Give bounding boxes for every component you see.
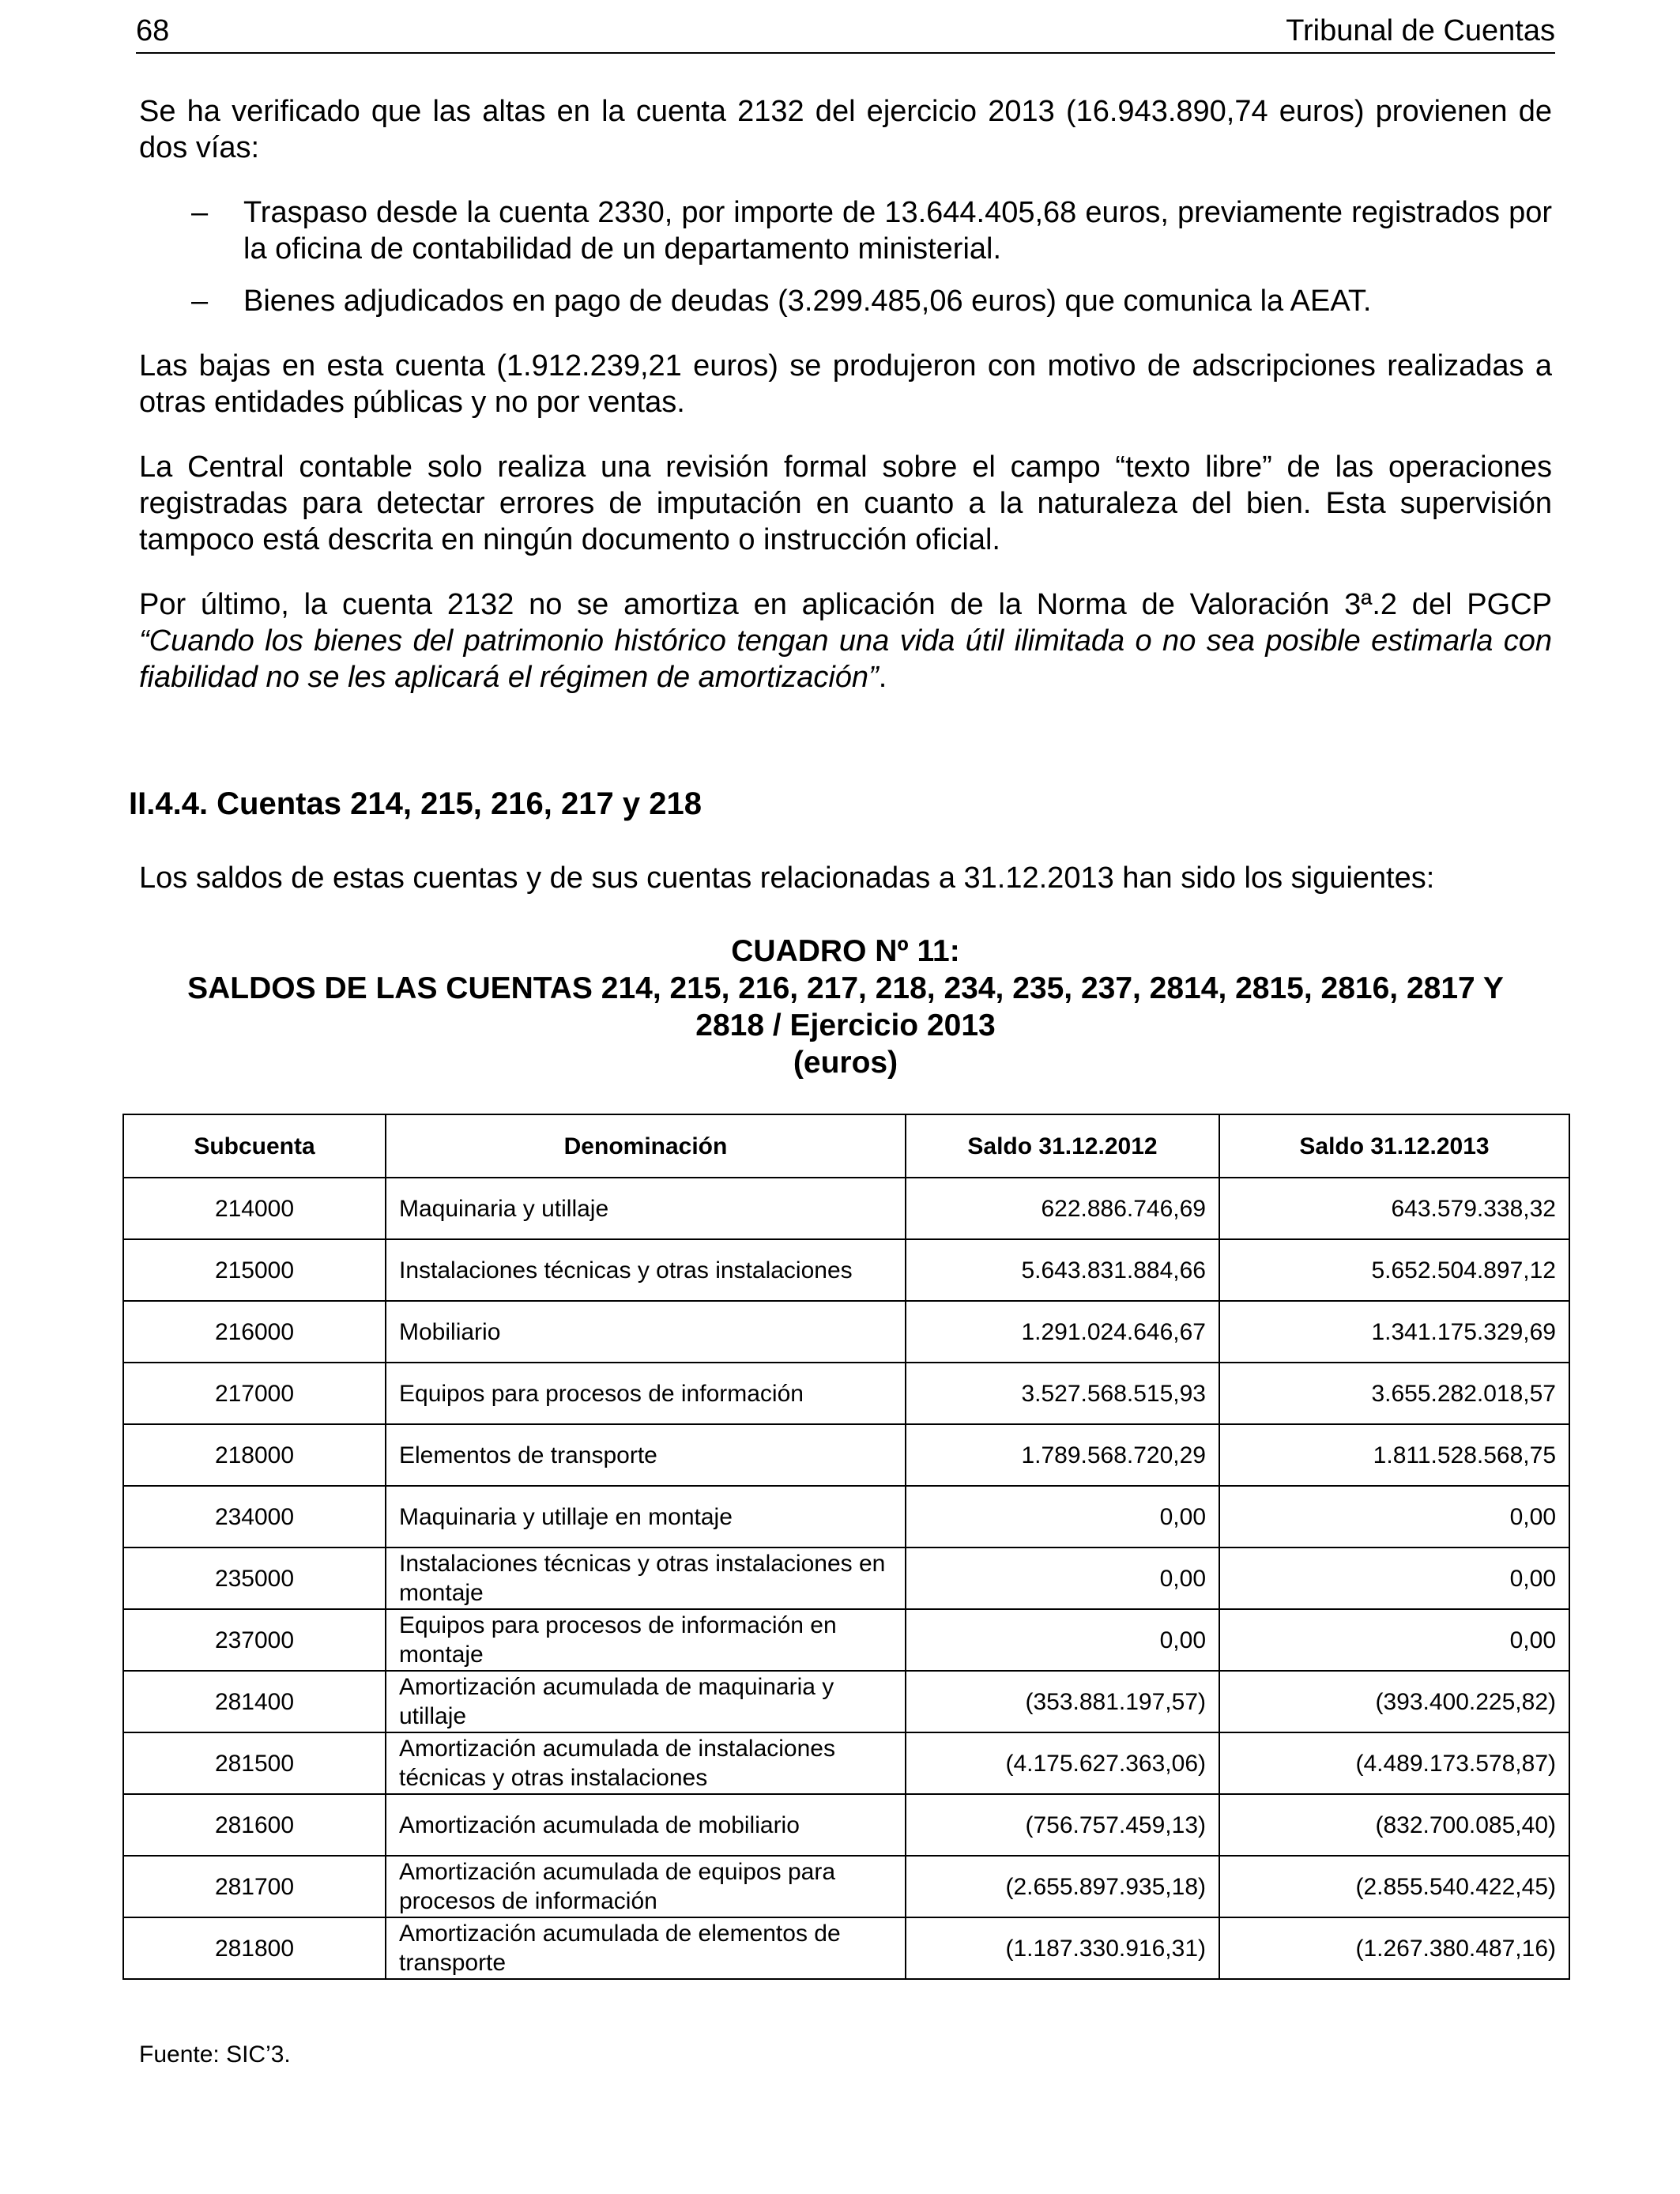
cell-denominacion: Amortización acumulada de elementos de transporte — [386, 1917, 906, 1979]
cell-saldo-2013: (2.855.540.422,45) — [1219, 1856, 1569, 1917]
cell-saldo-2013: 3.655.282.018,57 — [1219, 1363, 1569, 1424]
cell-subcuenta: 216000 — [123, 1301, 386, 1363]
table-row — [123, 1732, 1569, 1794]
cell-saldo-2012: 1.291.024.646,67 — [906, 1301, 1219, 1363]
table-row — [123, 1794, 1569, 1856]
cell-denominacion: Equipos para procesos de información — [386, 1363, 906, 1424]
section-heading: II.4.4. Cuentas 214, 215, 216, 217 y 218 — [129, 786, 702, 821]
cell-subcuenta: 281800 — [123, 1917, 386, 1979]
table-body — [123, 1178, 1569, 1979]
list-item-text: Traspaso desde la cuenta 2330, por importe de 13.644.405,68 euros, previamente registrados por la oficina de contabilidad de un departamento ministerial. — [243, 196, 1552, 266]
table-caption-number: CUADRO Nº 11: — [731, 934, 960, 968]
cell-subcuenta: 281600 — [123, 1794, 386, 1856]
cell-saldo-2012: (4.175.627.363,06) — [906, 1732, 1219, 1794]
cell-denominacion: Amortización acumulada de instalaciones técnicas y otras instalaciones — [386, 1732, 906, 1794]
table-caption-title: SALDOS DE LAS CUENTAS 214, 215, 216, 217, 218, 234, 235, 237, 2814, 2815, 2816, 2817 Y — [187, 971, 1504, 1005]
table-header-row — [123, 1114, 1569, 1178]
cell-denominacion: Maquinaria y utillaje — [386, 1178, 906, 1239]
cell-saldo-2012: 5.643.831.884,66 — [906, 1239, 1219, 1301]
column-header-saldo-2012: Saldo 31.12.2012 — [906, 1114, 1219, 1178]
page-header — [136, 11, 1555, 54]
page-header-organization: Tribunal de Cuentas — [1286, 14, 1555, 47]
cell-saldo-2013: 1.341.175.329,69 — [1219, 1301, 1569, 1363]
cell-saldo-2013: 1.811.528.568,75 — [1219, 1424, 1569, 1486]
cell-saldo-2012: 3.527.568.515,93 — [906, 1363, 1219, 1424]
section-intro: Los saldos de estas cuentas y de sus cuentas relacionadas a 31.12.2013 han sido los siguientes: — [139, 861, 1435, 895]
cell-subcuenta: 214000 — [123, 1178, 386, 1239]
cell-saldo-2013: 643.579.338,32 — [1219, 1178, 1569, 1239]
cell-saldo-2012: 0,00 — [906, 1486, 1219, 1547]
table-row — [123, 1486, 1569, 1547]
table-row — [123, 1239, 1569, 1301]
cell-subcuenta: 281400 — [123, 1671, 386, 1732]
body-text — [139, 93, 1552, 696]
table-row — [123, 1609, 1569, 1671]
cell-saldo-2012: (756.757.459,13) — [906, 1794, 1219, 1856]
cell-denominacion: Amortización acumulada de mobiliario — [386, 1794, 906, 1856]
cell-subcuenta: 217000 — [123, 1363, 386, 1424]
quotation-norma-valoracion: “Cuando los bienes del patrimonio histórico tengan una vida útil ilimitada o no sea posible estimarla con fiabilidad no se les aplicará el régimen de amortización” — [139, 624, 1552, 694]
source-note: Fuente: SIC’3. — [139, 2041, 291, 2068]
cell-subcuenta: 235000 — [123, 1547, 386, 1609]
table-row — [123, 1178, 1569, 1239]
paragraph-amortizacion — [139, 586, 1552, 696]
table-row — [123, 1917, 1569, 1979]
cell-denominacion: Amortización acumulada de maquinaria y utillaje — [386, 1671, 906, 1732]
cell-subcuenta: 237000 — [123, 1609, 386, 1671]
cell-saldo-2012: (2.655.897.935,18) — [906, 1856, 1219, 1917]
cell-subcuenta: 218000 — [123, 1424, 386, 1486]
paragraph-altas: Se ha verificado que las altas en la cuenta 2132 del ejercicio 2013 (16.943.890,74 euros) provienen de dos vías: — [139, 95, 1552, 164]
cell-denominacion: Instalaciones técnicas y otras instalaciones en montaje — [386, 1547, 906, 1609]
balances-table — [122, 1114, 1570, 1980]
cell-saldo-2013: (4.489.173.578,87) — [1219, 1732, 1569, 1794]
cell-denominacion: Maquinaria y utillaje en montaje — [386, 1486, 906, 1547]
paragraph-bajas: Las bajas en esta cuenta (1.912.239,21 euros) se produjeron con motivo de adscripciones realizadas a otras entidades públicas y no por ventas. — [139, 349, 1552, 419]
cell-saldo-2013: 0,00 — [1219, 1609, 1569, 1671]
dash-bullet: – — [191, 285, 209, 318]
cell-denominacion: Elementos de transporte — [386, 1424, 906, 1486]
table-row — [123, 1547, 1569, 1609]
cell-saldo-2013: (832.700.085,40) — [1219, 1794, 1569, 1856]
table-row — [123, 1301, 1569, 1363]
table-row — [123, 1363, 1569, 1424]
column-header-subcuenta: Subcuenta — [123, 1114, 386, 1178]
cell-subcuenta: 234000 — [123, 1486, 386, 1547]
table-row — [123, 1424, 1569, 1486]
cell-saldo-2012: (1.187.330.916,31) — [906, 1917, 1219, 1979]
table-caption — [126, 933, 1565, 1081]
paragraph-amortizacion-text: Por último, la cuenta 2132 no se amortiza en aplicación de la Norma de Valoración 3ª.2 del PGCP — [139, 588, 1552, 621]
cell-denominacion: Mobiliario — [386, 1301, 906, 1363]
table-caption-title-continued: 2818 / Ejercicio 2013 — [695, 1008, 996, 1042]
cell-saldo-2013: 5.652.504.897,12 — [1219, 1239, 1569, 1301]
cell-subcuenta: 215000 — [123, 1239, 386, 1301]
cell-saldo-2013: (1.267.380.487,16) — [1219, 1917, 1569, 1979]
cell-saldo-2012: 0,00 — [906, 1609, 1219, 1671]
paragraph-central-contable: La Central contable solo realiza una revisión formal sobre el campo “texto libre” de las operaciones registradas para detectar errores de imputación en cuanto a la naturaleza del bien. Esta supervisión tampoco está descrita en ningún documento o instrucción oficial. — [139, 450, 1552, 556]
cell-subcuenta: 281500 — [123, 1732, 386, 1794]
list-item — [139, 283, 1552, 319]
column-header-saldo-2013: Saldo 31.12.2013 — [1219, 1114, 1569, 1178]
list-item-text: Bienes adjudicados en pago de deudas (3.299.485,06 euros) que comunica la AEAT. — [243, 285, 1372, 318]
cell-subcuenta: 281700 — [123, 1856, 386, 1917]
column-header-denominacion: Denominación — [386, 1114, 906, 1178]
bullet-list — [139, 194, 1552, 319]
paragraph-end: . — [878, 661, 887, 694]
dash-bullet: – — [191, 196, 209, 229]
cell-saldo-2013: (393.400.225,82) — [1219, 1671, 1569, 1732]
list-item — [139, 194, 1552, 267]
cell-denominacion: Amortización acumulada de equipos para procesos de información — [386, 1856, 906, 1917]
cell-saldo-2013: 0,00 — [1219, 1547, 1569, 1609]
table-caption-units: (euros) — [793, 1046, 898, 1080]
page-number: 68 — [136, 14, 170, 47]
cell-saldo-2013: 0,00 — [1219, 1486, 1569, 1547]
cell-saldo-2012: 1.789.568.720,29 — [906, 1424, 1219, 1486]
cell-saldo-2012: 622.886.746,69 — [906, 1178, 1219, 1239]
cell-denominacion: Instalaciones técnicas y otras instalaciones — [386, 1239, 906, 1301]
cell-saldo-2012: (353.881.197,57) — [906, 1671, 1219, 1732]
cell-saldo-2012: 0,00 — [906, 1547, 1219, 1609]
cell-denominacion: Equipos para procesos de información en montaje — [386, 1609, 906, 1671]
table-row — [123, 1856, 1569, 1917]
table-row — [123, 1671, 1569, 1732]
